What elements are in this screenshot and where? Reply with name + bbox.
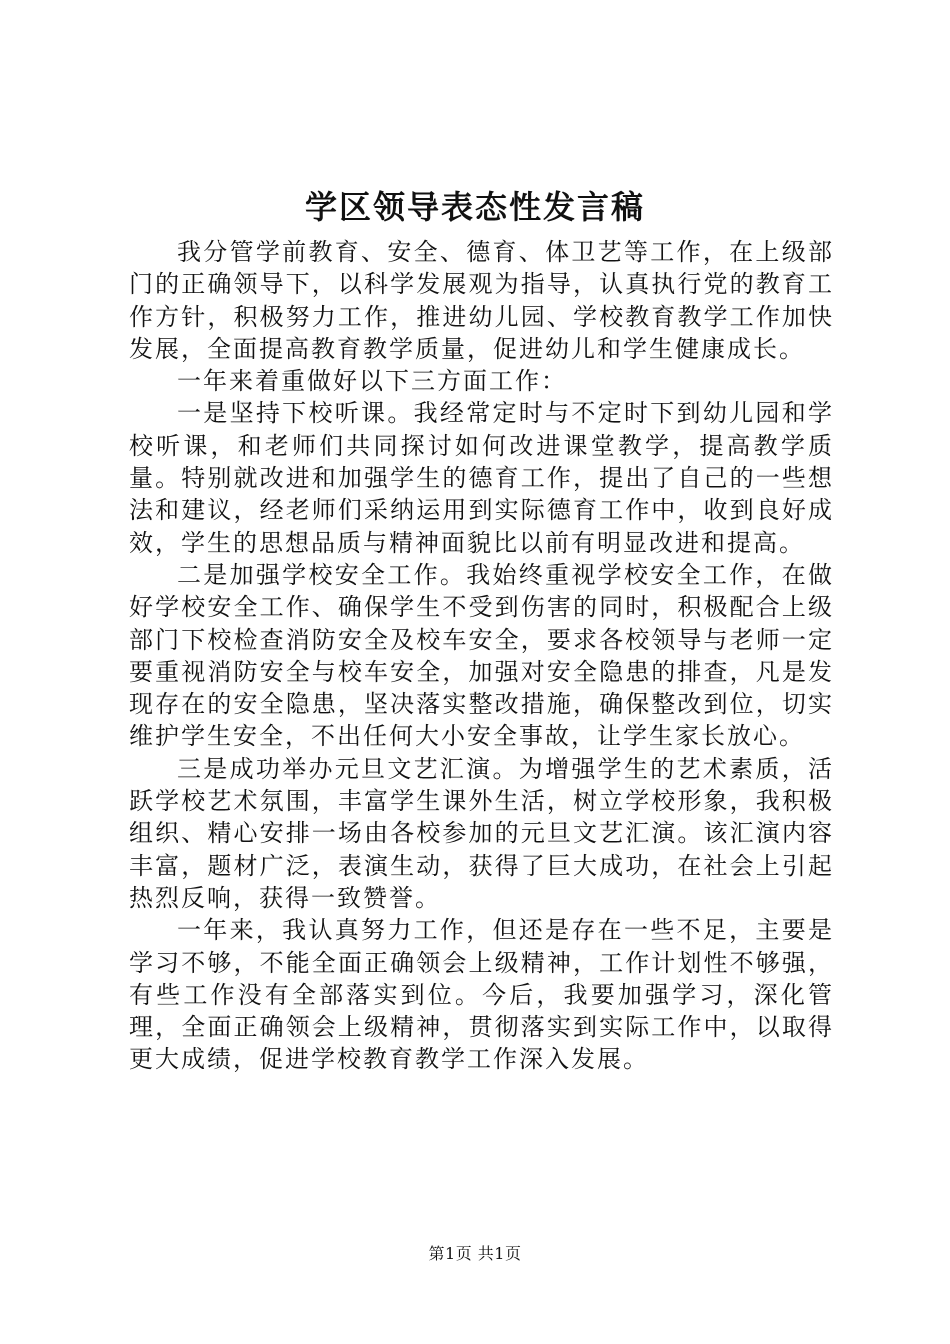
paragraph-point-1: 一是坚持下校听课。我经常定时与不定时下到幼儿园和学校听课，和老师们共同探讨如何改进课堂教学，提高教学质量。特别就改进和加强学生的德育工作，提出了自己的一些想法和建议，经老师们采纳运用到实际德育工作中，收到良好成效，学生的思想品质与精神面貌比以前有明显改进和提高。 <box>129 399 834 557</box>
paragraph-overview: 一年来着重做好以下三方面工作： <box>177 367 567 396</box>
document-body <box>129 236 834 1076</box>
document-title: 学区领导表态性发言稿 <box>304 188 645 226</box>
page-footer: 第1页 共1页 <box>428 1244 522 1263</box>
paragraph-point-2: 二是加强学校安全工作。我始终重视学校安全工作，在做好学校安全工作、确保学生不受到伤害的同时，积极配合上级部门下校检查消防安全及校车安全，要求各校领导与老师一定要重视消防安全与校车安全，加强对安全隐患的排查，凡是发现存在的安全隐患，坚决落实整改措施，确保整改到位，切实维护学生安全，不出任何大小安全事故，让学生家长放心。 <box>129 560 834 751</box>
paragraph-point-3: 三是成功举办元旦文艺汇演。为增强学生的艺术素质，活跃学校艺术氛围，丰富学生课外生活，树立学校形象，我积极组织、精心安排一场由各校参加的元旦文艺汇演。该汇演内容丰富，题材广泛，表演生动，获得了巨大成功，在社会上引起热烈反响，获得一致赞誉。 <box>129 754 834 912</box>
paragraph-conclusion: 一年来，我认真努力工作，但还是存在一些不足，主要是学习不够，不能全面正确领会上级精神，工作计划性不够强，有些工作没有全部落实到位。今后，我要加强学习，深化管理，全面正确领会上级精神，贯彻落实到实际工作中，以取得更大成绩，促进学校教育教学工作深入发展。 <box>129 916 834 1074</box>
paragraph-intro: 我分管学前教育、安全、德育、体卫艺等工作，在上级部门的正确领导下，以科学发展观为指导，认真执行党的教育工作方针，积极努力工作，推进幼儿园、学校教育教学工作加快发展，全面提高教育教学质量，促进幼儿和学生健康成长。 <box>129 238 834 363</box>
